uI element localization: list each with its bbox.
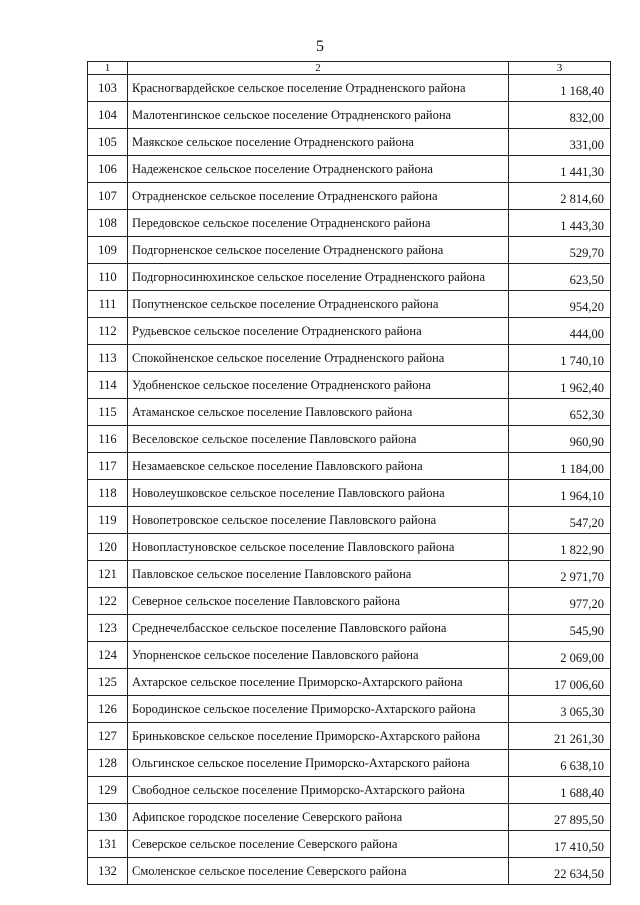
amount-value: 22 634,50 — [509, 858, 611, 885]
row-number: 105 — [88, 129, 128, 156]
settlement-name: Афипское городское поселение Северского района — [128, 804, 509, 831]
settlement-name: Спокойненское сельское поселение Отрадненского района — [128, 345, 509, 372]
table-row — [88, 777, 611, 804]
row-number: 124 — [88, 642, 128, 669]
amount-value: 547,20 — [509, 507, 611, 534]
settlement-name: Бородинское сельское поселение Приморско-Ахтарского района — [128, 696, 509, 723]
amount-value: 652,30 — [509, 399, 611, 426]
row-number: 125 — [88, 669, 128, 696]
settlement-name: Новолеушковское сельское поселение Павловского района — [128, 480, 509, 507]
table-row — [88, 480, 611, 507]
row-number: 126 — [88, 696, 128, 723]
table-row — [88, 750, 611, 777]
row-number: 120 — [88, 534, 128, 561]
settlement-name: Попутненское сельское поселение Отрадненского района — [128, 291, 509, 318]
settlement-name: Надеженское сельское поселение Отрадненского района — [128, 156, 509, 183]
table-row — [88, 588, 611, 615]
table-row — [88, 102, 611, 129]
amount-value: 623,50 — [509, 264, 611, 291]
table-row — [88, 399, 611, 426]
row-number: 112 — [88, 318, 128, 345]
settlement-name: Новопластуновское сельское поселение Павловского района — [128, 534, 509, 561]
row-number: 128 — [88, 750, 128, 777]
amount-value: 331,00 — [509, 129, 611, 156]
settlement-name: Передовское сельское поселение Отрадненского района — [128, 210, 509, 237]
amount-value: 17 006,60 — [509, 669, 611, 696]
amount-value: 1 184,00 — [509, 453, 611, 480]
amount-value: 1 822,90 — [509, 534, 611, 561]
settlement-name: Свободное сельское поселение Приморско-Ахтарского района — [128, 777, 509, 804]
settlement-name: Северское сельское поселение Северского района — [128, 831, 509, 858]
amount-value: 2 069,00 — [509, 642, 611, 669]
table-header-row — [88, 62, 611, 75]
row-number: 111 — [88, 291, 128, 318]
row-number: 127 — [88, 723, 128, 750]
amount-value: 1 740,10 — [509, 345, 611, 372]
table-row — [88, 345, 611, 372]
amount-value: 2 971,70 — [509, 561, 611, 588]
amount-value: 1 688,40 — [509, 777, 611, 804]
row-number: 122 — [88, 588, 128, 615]
table-row — [88, 372, 611, 399]
settlement-name: Рудьевское сельское поселение Отрадненского района — [128, 318, 509, 345]
row-number: 113 — [88, 345, 128, 372]
row-number: 116 — [88, 426, 128, 453]
settlement-name: Маякское сельское поселение Отрадненского района — [128, 129, 509, 156]
row-number: 121 — [88, 561, 128, 588]
row-number: 106 — [88, 156, 128, 183]
table-row — [88, 858, 611, 885]
row-number: 108 — [88, 210, 128, 237]
amount-value: 832,00 — [509, 102, 611, 129]
table-body — [88, 62, 611, 885]
header-col-2: 2 — [128, 62, 509, 75]
table-row — [88, 156, 611, 183]
allocation-table — [87, 61, 611, 885]
amount-value: 1 168,40 — [509, 75, 611, 102]
amount-value: 1 964,10 — [509, 480, 611, 507]
table-row — [88, 831, 611, 858]
amount-value: 1 962,40 — [509, 372, 611, 399]
settlement-name: Северное сельское поселение Павловского района — [128, 588, 509, 615]
settlement-name: Атаманское сельское поселение Павловского района — [128, 399, 509, 426]
row-number: 114 — [88, 372, 128, 399]
table-row — [88, 129, 611, 156]
table-row — [88, 561, 611, 588]
row-number: 132 — [88, 858, 128, 885]
settlement-name: Незамаевское сельское поселение Павловского района — [128, 453, 509, 480]
amount-value: 6 638,10 — [509, 750, 611, 777]
table-row — [88, 264, 611, 291]
table-row — [88, 75, 611, 102]
amount-value: 444,00 — [509, 318, 611, 345]
amount-value: 1 443,30 — [509, 210, 611, 237]
table-row — [88, 723, 611, 750]
amount-value: 17 410,50 — [509, 831, 611, 858]
settlement-name: Веселовское сельское поселение Павловского района — [128, 426, 509, 453]
header-col-1: 1 — [88, 62, 128, 75]
row-number: 129 — [88, 777, 128, 804]
settlement-name: Подгорненское сельское поселение Отрадненского района — [128, 237, 509, 264]
table-row — [88, 318, 611, 345]
amount-value: 1 441,30 — [509, 156, 611, 183]
settlement-name: Новопетровское сельское поселение Павловского района — [128, 507, 509, 534]
settlement-name: Малотенгинское сельское поселение Отрадненского района — [128, 102, 509, 129]
amount-value: 545,90 — [509, 615, 611, 642]
settlement-name: Красногвардейское сельское поселение Отрадненского района — [128, 75, 509, 102]
row-number: 117 — [88, 453, 128, 480]
amount-value: 977,20 — [509, 588, 611, 615]
settlement-name: Павловское сельское поселение Павловского района — [128, 561, 509, 588]
settlement-name: Подгорносинюхинское сельское поселение Отрадненского района — [128, 264, 509, 291]
header-col-3: 3 — [509, 62, 611, 75]
row-number: 109 — [88, 237, 128, 264]
settlement-name: Удобненское сельское поселение Отрадненского района — [128, 372, 509, 399]
amount-value: 27 895,50 — [509, 804, 611, 831]
table-row — [88, 507, 611, 534]
table-row — [88, 426, 611, 453]
table-row — [88, 210, 611, 237]
table-row — [88, 453, 611, 480]
row-number: 115 — [88, 399, 128, 426]
settlement-name: Ольгинское сельское поселение Приморско-Ахтарского района — [128, 750, 509, 777]
settlement-name: Ахтарское сельское поселение Приморско-Ахтарского района — [128, 669, 509, 696]
amount-value: 960,90 — [509, 426, 611, 453]
row-number: 131 — [88, 831, 128, 858]
table-row — [88, 237, 611, 264]
table-row — [88, 804, 611, 831]
amount-value: 3 065,30 — [509, 696, 611, 723]
row-number: 118 — [88, 480, 128, 507]
settlement-name: Отрадненское сельское поселение Отрадненского района — [128, 183, 509, 210]
page-number: 5 — [316, 38, 324, 55]
settlement-name: Среднечелбасское сельское поселение Павловского района — [128, 615, 509, 642]
amount-value: 529,70 — [509, 237, 611, 264]
table-row — [88, 642, 611, 669]
table-row — [88, 291, 611, 318]
table-row — [88, 534, 611, 561]
settlement-name: Бриньковское сельское поселение Приморско-Ахтарского района — [128, 723, 509, 750]
table-row — [88, 615, 611, 642]
row-number: 123 — [88, 615, 128, 642]
settlement-name: Смоленское сельское поселение Северского района — [128, 858, 509, 885]
table-row — [88, 669, 611, 696]
row-number: 107 — [88, 183, 128, 210]
amount-value: 2 814,60 — [509, 183, 611, 210]
row-number: 104 — [88, 102, 128, 129]
row-number: 130 — [88, 804, 128, 831]
settlement-name: Упорненское сельское поселение Павловского района — [128, 642, 509, 669]
amount-value: 954,20 — [509, 291, 611, 318]
table-row — [88, 696, 611, 723]
row-number: 110 — [88, 264, 128, 291]
row-number: 103 — [88, 75, 128, 102]
amount-value: 21 261,30 — [509, 723, 611, 750]
row-number: 119 — [88, 507, 128, 534]
table-row — [88, 183, 611, 210]
